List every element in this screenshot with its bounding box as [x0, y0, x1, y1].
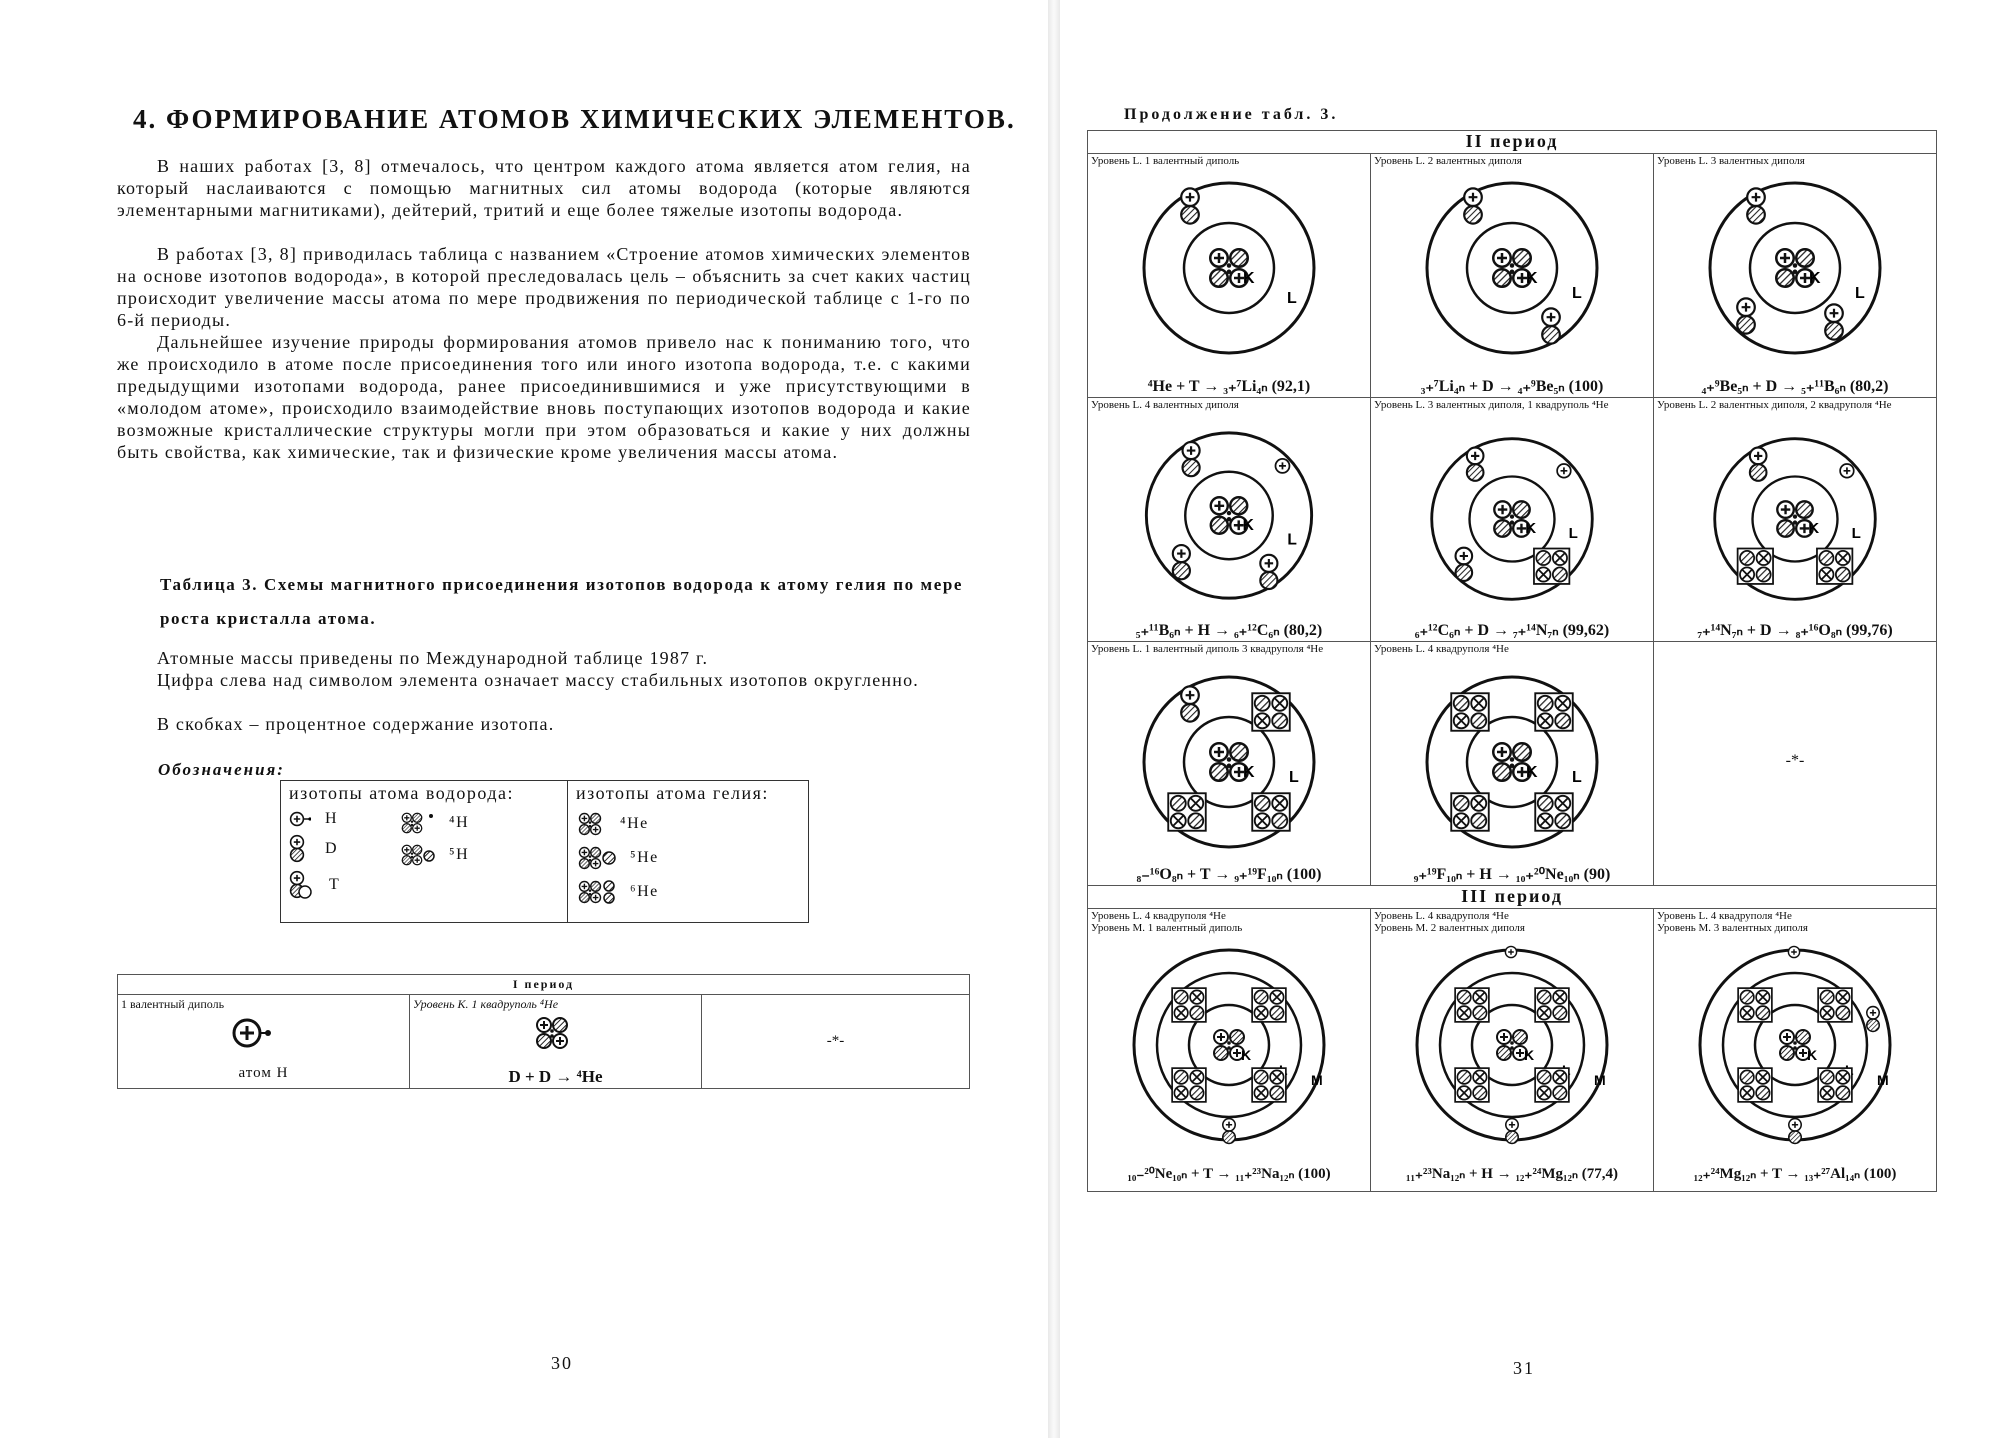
legend-table — [280, 780, 809, 923]
t-isotope-icon — [289, 870, 315, 900]
period-2-title: II период — [1088, 131, 1937, 154]
k-shell-label: K — [1241, 1047, 1252, 1063]
l-shell-label: L — [1287, 290, 1297, 307]
note-atomic-masses: Атомные массы приведены по Международной таблице 1987 г. — [157, 648, 709, 668]
cell-f — [1088, 642, 1371, 886]
legend-t-label: T — [329, 876, 341, 893]
cell-n — [1371, 398, 1654, 642]
legend-h-label: H — [325, 810, 339, 827]
m-shell-label: M — [1594, 1072, 1606, 1088]
cell-ne-reaction: ₉₊¹⁹F₁₀ₙ + H → ₁₀₊²⁰Ne₁₀ₙ (90) — [1413, 866, 1611, 883]
cell-mg-label: Уровень L. 4 квадруполя ⁴Не Уровень М. 2 валентных диполя — [1374, 910, 1525, 934]
page-number-right: 31 — [1513, 1358, 1535, 1378]
n-atom-diagram — [1427, 434, 1597, 604]
cell-be-label: Уровень L. 2 валентных диполя — [1374, 155, 1522, 167]
period-1-cell-h — [118, 995, 410, 1089]
legend-hydrogen-header: изотопы атома водорода: — [289, 783, 514, 803]
book-gutter — [1048, 0, 1060, 1438]
legend-5h-label: ⁵H — [449, 846, 470, 863]
cell-o-label: Уровень L. 2 валентных диполя, 2 квадруполя ⁴Не — [1657, 399, 1892, 411]
d-isotope-icon — [289, 834, 311, 864]
paragraph-1: В наших работах [3, 8] отмечалось, что центром каждого атома является атом гелия, на который наслаиваются с помощью магнитных сил атомы водорода (которые являются элементарными магнитиками), дейтерий, тритий и еще более тяжелые изотопы водорода. — [117, 156, 971, 220]
l-shell-label: L — [1572, 285, 1582, 302]
li-atom-diagram — [1139, 178, 1319, 358]
6he-isotope-icon — [576, 878, 616, 906]
page-number-left: 30 — [551, 1353, 573, 1373]
cell-mg — [1371, 909, 1654, 1192]
period-1-table — [117, 974, 970, 1089]
l-shell-label: L — [1851, 524, 1861, 542]
m-shell-label: M — [1877, 1072, 1889, 1088]
cell-c — [1088, 398, 1371, 642]
cell-be — [1371, 154, 1654, 398]
period-1-title: I период — [118, 975, 970, 995]
l-shell-label: L — [1289, 769, 1299, 786]
5h-isotope-icon — [399, 842, 435, 868]
cell-al — [1654, 909, 1937, 1192]
legend-item-5he — [576, 844, 800, 872]
table-3 — [1087, 130, 1937, 1192]
paragraph-3: Дальнейшее изучение природы формирования атомов привело нас к пониманию того, что же происходило в атоме после присоединения того или иного изотопа водорода, т.е. с какими предыдущими изотопами водорода, ранее присоединившимися и уже присутствующими в «молодом атоме», происходило взаимодействие вновь поступающих изотопов водорода и какие возможные кристаллические структуры могли при этом образоваться и какие у них должны быть свойства, как химические, так и физические кроме увеличения массы атома. — [117, 332, 971, 462]
k-shell-label: K — [1242, 517, 1254, 535]
mg-atom-diagram — [1412, 945, 1612, 1145]
period-1-cell-he-label: Уровень К. 1 квадруполь ⁴Не — [413, 997, 559, 1011]
legend-6he-label: ⁶He — [630, 883, 659, 900]
o-atom-diagram — [1710, 434, 1880, 604]
legend-4he-label: ⁴He — [620, 815, 649, 832]
cell-empty — [1654, 642, 1937, 886]
legend-item-t — [289, 870, 399, 900]
k-shell-label: K — [1808, 520, 1820, 538]
be-atom-diagram — [1422, 178, 1602, 358]
legend-item-6he — [576, 878, 800, 906]
legend-hydrogen — [281, 781, 568, 923]
k-shell-label: K — [1525, 520, 1537, 538]
cell-c-reaction: ₅₊¹¹B₆ₙ + H → ₆₊¹²C₆ₙ (80,2) — [1135, 622, 1323, 639]
legend-item-4h — [399, 810, 469, 836]
legend-item-d — [289, 834, 399, 864]
cell-ne-label: Уровень L. 4 квадруполя ⁴Не — [1374, 643, 1509, 655]
cell-na — [1088, 909, 1371, 1192]
m-shell-label: M — [1311, 1072, 1323, 1088]
helium-core-icon — [532, 1013, 572, 1053]
period-1-cell-empty: -*- — [702, 995, 970, 1089]
table-continuation: Продолжение табл. 3. — [1124, 106, 1339, 123]
cell-c-label: Уровень L. 4 валентных диполя — [1091, 399, 1239, 411]
na-atom-diagram — [1129, 945, 1329, 1145]
cell-be-reaction: ₃₊⁷Li₄ₙ + D → ₄₊⁹Be₅ₙ (100) — [1420, 378, 1604, 395]
note-percent: В скобках – процентное содержание изотопа. — [157, 714, 555, 734]
cell-ne — [1371, 642, 1654, 886]
hydrogen-atom-icon — [231, 1017, 271, 1051]
b-atom-diagram — [1705, 178, 1885, 358]
cell-na-label: Уровень L. 4 квадруполя ⁴Не Уровень М. 1 валентный диполь — [1091, 910, 1243, 934]
k-shell-label: K — [1526, 764, 1538, 781]
cell-al-label: Уровень L. 4 квадруполя ⁴Не Уровень М. 3 валентных диполя — [1657, 910, 1808, 934]
legend-5he-label: ⁵He — [630, 849, 659, 866]
cell-f-reaction: ₈₋¹⁶O₈ₙ + T → ₉₊¹⁹F₁₀ₙ (100) — [1136, 866, 1322, 883]
cell-li-label: Уровень L. 1 валентный диполь — [1091, 155, 1240, 167]
ne-atom-diagram — [1422, 672, 1602, 852]
l-shell-label: L — [1572, 769, 1582, 786]
cell-na-reaction: ₁₀₋²⁰Ne₁₀ₙ + T → ₁₁₊²³Na₁₂ₙ (100) — [1127, 1166, 1331, 1182]
k-shell-label: K — [1809, 270, 1821, 287]
cell-li-reaction: ⁴He + T → ₃₊⁷Li₄ₙ (92,1) — [1147, 378, 1311, 395]
cell-o-reaction: ₇₊¹⁴N₇ₙ + D → ₈₊¹⁶O₈ₙ (99,76) — [1697, 622, 1893, 639]
legend-item-5h — [399, 842, 469, 868]
cell-al-reaction: ₁₂₊²⁴Mg₁₂ₙ + T → ₁₃₊²⁷Al₁₄ₙ (100) — [1693, 1166, 1897, 1182]
4h-isotope-icon — [399, 810, 435, 836]
legend-helium — [568, 781, 809, 923]
legend-item-h — [289, 810, 399, 828]
legend-title: Обозначения: — [158, 760, 285, 779]
cell-n-reaction: ₆₊¹²C₆ₙ + D → ₇₊¹⁴N₇ₙ (99,62) — [1414, 622, 1610, 639]
k-shell-label: K — [1243, 270, 1255, 287]
4he-isotope-icon — [576, 810, 606, 838]
cell-b-label: Уровень L. 3 валентных диполя — [1657, 155, 1805, 167]
legend-4h-label: ⁴H — [449, 814, 470, 831]
c-atom-diagram — [1142, 428, 1317, 603]
cell-n-label: Уровень L. 3 валентных диполя, 1 квадруполь ⁴Не — [1374, 399, 1609, 411]
period-1-cell-h-caption: атом Н — [238, 1065, 289, 1081]
cell-b — [1654, 154, 1937, 398]
h-isotope-icon — [289, 810, 311, 828]
section-heading: 4. ФОРМИРОВАНИЕ АТОМОВ ХИМИЧЕСКИХ ЭЛЕМЕНТОВ. — [133, 104, 1016, 134]
l-shell-label: L — [1287, 531, 1297, 549]
legend-d-label: D — [325, 840, 339, 857]
f-atom-diagram — [1139, 672, 1319, 852]
period-1-cell-h-label: 1 валентный диполь — [121, 997, 225, 1011]
period-1-cell-he-reaction: D + D → ⁴He — [508, 1067, 603, 1086]
cell-li — [1088, 154, 1371, 398]
legend-helium-header: изотопы атома гелия: — [576, 783, 769, 803]
l-shell-label: L — [1568, 524, 1578, 542]
legend-item-4he — [576, 810, 800, 838]
cell-f-label: Уровень L. 1 валентный диполь 3 квадруполя ⁴Не — [1091, 643, 1324, 655]
l-shell-label: L — [1855, 285, 1865, 302]
cell-o — [1654, 398, 1937, 642]
cell-mg-reaction: ₁₁₊²³Na₁₂ₙ + H → ₁₂₊²⁴Mg₁₂ₙ (77,4) — [1406, 1166, 1618, 1182]
k-shell-label: K — [1524, 1047, 1535, 1063]
k-shell-label: K — [1807, 1047, 1818, 1063]
note-mass-digit: Цифра слева над символом элемента означает массу стабильных изотопов округленно. — [157, 670, 919, 690]
cell-b-reaction: ₄₊⁹Be₅ₙ + D → ₅₊¹¹B₆ₙ (80,2) — [1701, 378, 1889, 395]
period-1-cell-he — [410, 995, 702, 1089]
period-3-title: III период — [1088, 886, 1937, 909]
al-atom-diagram — [1695, 945, 1895, 1145]
5he-isotope-icon — [576, 844, 616, 872]
paragraph-2: В работах [3, 8] приводилась таблица с названием «Строение атомов химических элементов на основе изотопов водорода», в которой преследовалась цель – объяснить за счет каких частиц происходит увеличение массы атома по мере продвижения по периодической таблице с 1-го по 6-й периоды. — [117, 244, 971, 330]
table-caption: Таблица 3. Схемы магнитного присоединения изотопов водорода к атому гелия по мере роста кристалла атома. — [160, 575, 964, 628]
k-shell-label: K — [1526, 270, 1538, 287]
cell-empty-marker: -*- — [1785, 752, 1805, 769]
k-shell-label: K — [1243, 764, 1255, 781]
